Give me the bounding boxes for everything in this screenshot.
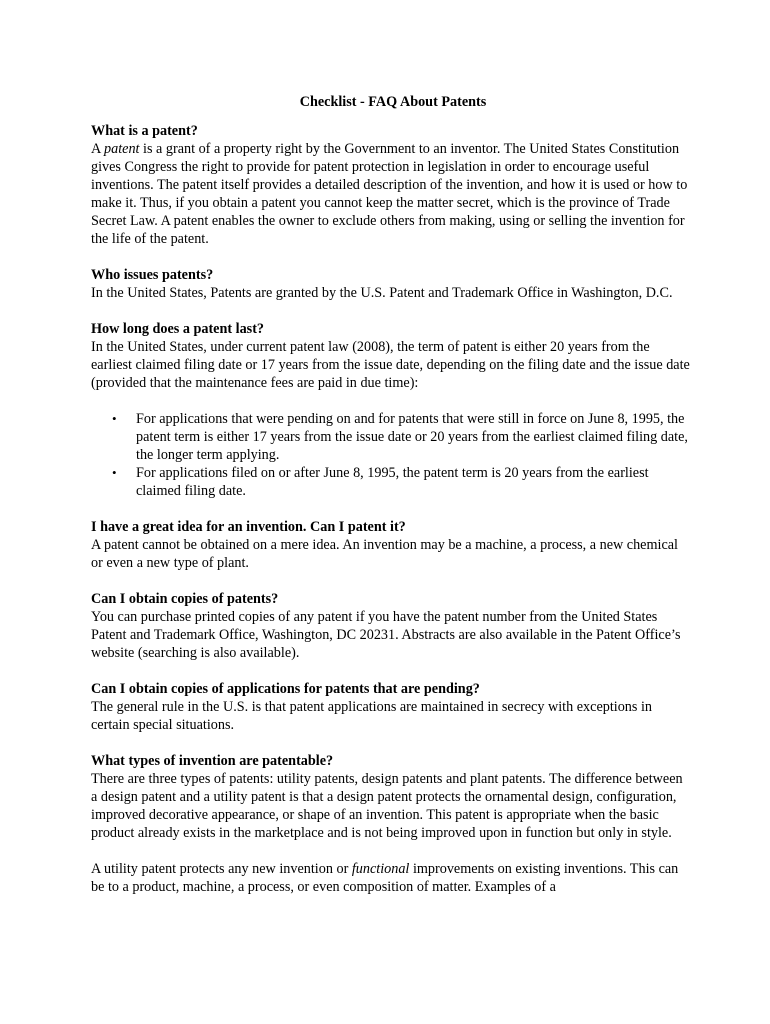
question-heading: What is a patent? xyxy=(91,123,198,139)
answer-text: improvements on existing inventions. This can be to a product, machine, a process, or even composition of matter. Examples of a xyxy=(91,861,679,895)
bullet-icon: • xyxy=(112,465,117,480)
question-heading: How long does a patent last? xyxy=(91,321,265,337)
list-item xyxy=(91,464,691,500)
answer-paragraph: In the United States, Patents are granted by the U.S. Patent and Trademark Office in Washington, D.C. xyxy=(91,285,673,301)
question-heading: Can I obtain copies of patents? xyxy=(91,591,279,607)
faq-section-idea xyxy=(91,518,691,572)
answer-text: A xyxy=(91,141,105,157)
answer-paragraph: The general rule in the U.S. is that patent applications are maintained in secrecy with exceptions in certain special situations. xyxy=(91,699,653,733)
faq-section-what-is-patent xyxy=(91,122,691,248)
question-heading: Who issues patents? xyxy=(91,267,214,283)
answer-emphasis: functional xyxy=(351,861,410,877)
list-item-text: For applications filed on or after June 8, 1995, the patent term is 20 years from the earliest claimed filing date. xyxy=(136,465,649,499)
answer-text: A utility patent protects any new invention or xyxy=(91,861,352,877)
list-item-text: For applications that were pending on and for patents that were still in force on June 8, 1995, the patent term is either 17 years from the issue date or 20 years from the earliest claimed filing date, the longer term applying. xyxy=(136,411,688,463)
document-title: Checklist - FAQ About Patents xyxy=(299,94,487,110)
faq-section-copies xyxy=(91,590,691,662)
answer-paragraph: You can purchase printed copies of any patent if you have the patent number from the United States Patent and Trademark Office, Washington, DC 20231. Abstracts are also available in the Patent Office’s website (searching is also available). xyxy=(91,609,681,661)
question-heading: What types of invention are patentable? xyxy=(91,753,334,769)
document-page xyxy=(91,93,691,914)
answer-text: is a grant of a property right by the Government to an inventor. The United States Constitution gives Congress the right to provide for patent protection in legislation in order to encourage useful inventions. The patent itself provides a detailed description of the invention, and how it is used or how to make it. Thus, if you obtain a patent you cannot keep the matter secret, which is the province of Trade Secret Law. A patent enables the owner to exclude others from making, using or selling the invention for the life of the patent. xyxy=(91,141,688,247)
answer-emphasis: patent xyxy=(104,141,140,157)
paragraph-spacer xyxy=(91,842,691,860)
answer-paragraph: There are three types of patents: utility patents, design patents and plant patents. The difference between a design patent and a utility patent is that a design patent protects the ornamental design, configuration, improved decorative appearance, or shape of an invention. This patent is appropriate when the basic product already exists in the marketplace and is not being improved upon in function but only in style. xyxy=(91,771,683,841)
answer-paragraph-2 xyxy=(91,860,691,896)
faq-section-types xyxy=(91,752,691,896)
answer-paragraph xyxy=(91,140,691,248)
list-item xyxy=(91,410,691,464)
faq-section-pending xyxy=(91,680,691,734)
bullet-icon: • xyxy=(112,411,117,426)
term-bullet-list xyxy=(91,410,691,500)
question-heading: Can I obtain copies of applications for patents that are pending? xyxy=(91,681,480,697)
faq-section-how-long xyxy=(91,320,691,500)
question-heading: I have a great idea for an invention. Can I patent it? xyxy=(91,519,406,535)
answer-paragraph: In the United States, under current patent law (2008), the term of patent is either 20 years from the earliest claimed filing date or 17 years from the issue date, depending on the filing date and the issue date (provided that the maintenance fees are paid in due time): xyxy=(91,339,690,391)
faq-section-who-issues xyxy=(91,266,691,302)
answer-paragraph: A patent cannot be obtained on a mere idea. An invention may be a machine, a process, a new chemical or even a new type of plant. xyxy=(91,537,678,571)
